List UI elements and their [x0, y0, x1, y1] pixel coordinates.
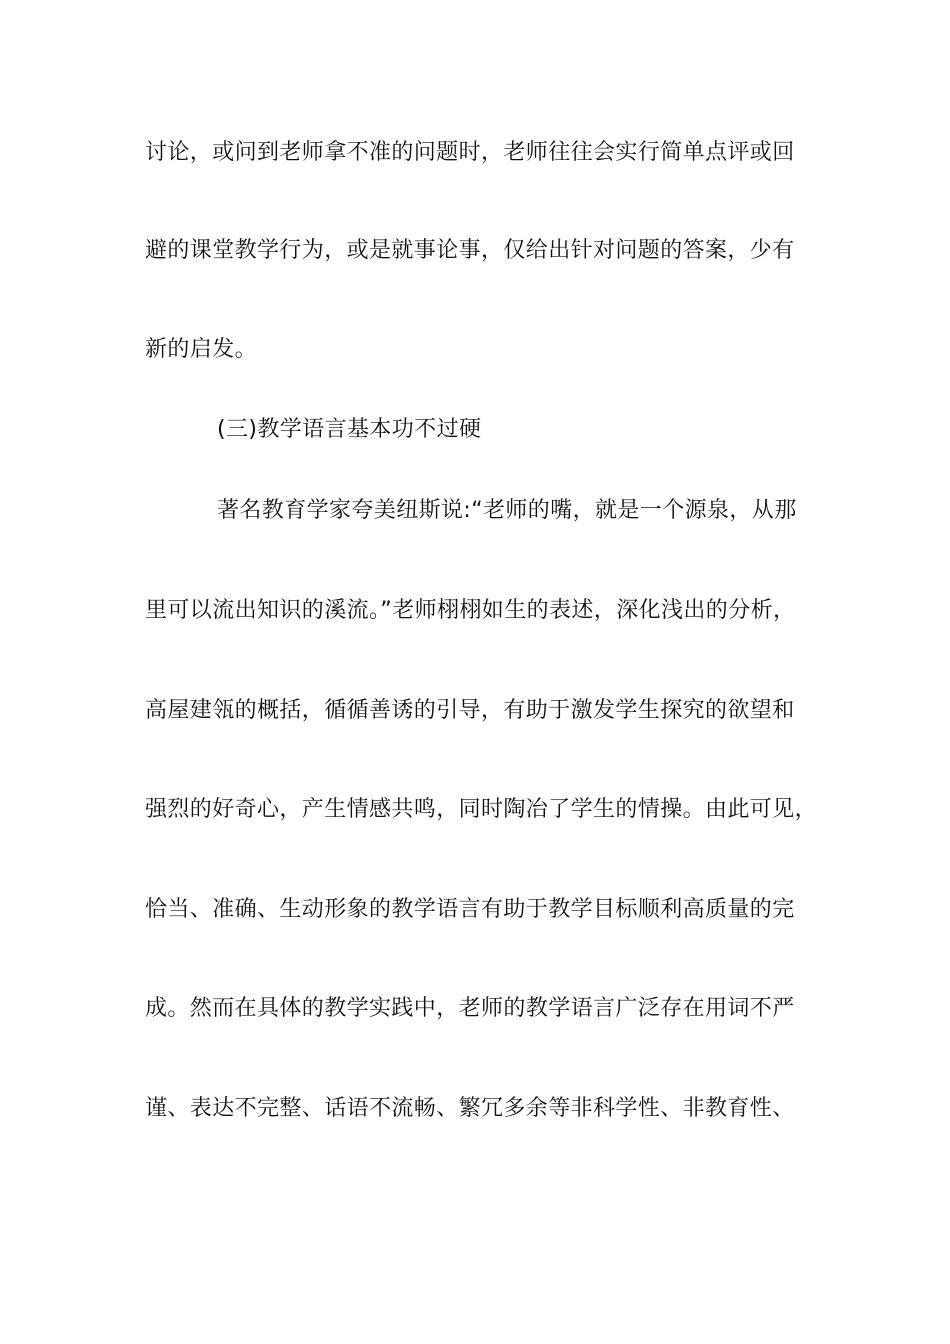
paragraph-line: 里可以流出知识的溪流。”老师栩栩如生的表述，深化浅出的分析， — [145, 598, 796, 623]
paragraph-line: 讨论，或问到老师拿不准的问题时，老师往往会实行简单点评或回 — [145, 140, 795, 165]
paragraph-line: 谨、表达不完整、话语不流畅、繁冗多余等非科学性、非教育性、 — [145, 1096, 795, 1121]
paragraph-line: 恰当、准确、生动形象的教学语言有助于教学目标顺利高质量的完 — [145, 897, 795, 922]
paragraph-line: 强烈的好奇心，产生情感共鸣，同时陶冶了学生的情操。由此可见， — [145, 797, 818, 822]
paragraph-line: 高屋建瓴的概括，循循善诱的引导，有助于激发学生探究的欲望和 — [145, 698, 795, 723]
section-heading: (三)教学语言基本功不过硬 — [217, 417, 482, 442]
paragraph-line: 新的启发。 — [145, 337, 258, 362]
paragraph-line: 著名教育学家夸美纽斯说:“老师的嘴，就是一个源泉，从那 — [217, 498, 797, 523]
paragraph-line: 成。然而在具体的教学实践中，老师的教学语言广泛存在用词不严 — [145, 996, 795, 1021]
paragraph-line: 避的课堂教学行为，或是就事论事，仅给出针对问题的答案，少有 — [145, 238, 795, 263]
